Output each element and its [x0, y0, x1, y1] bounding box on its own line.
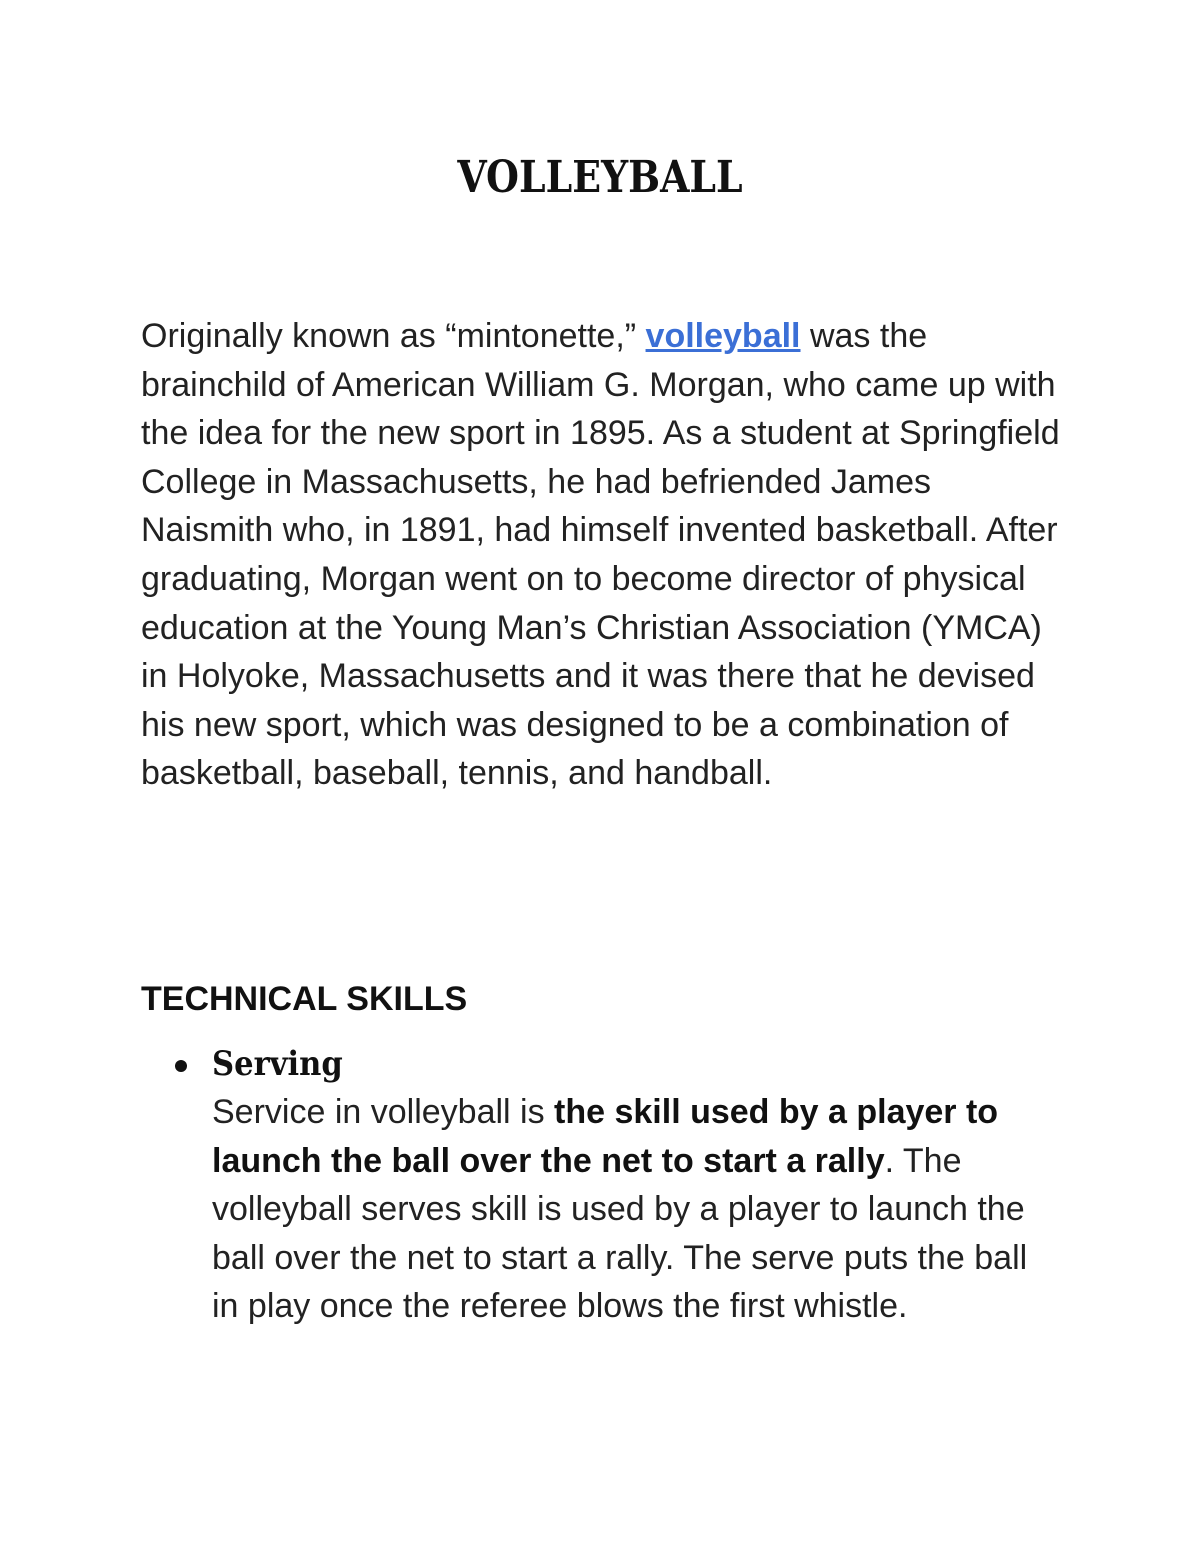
volleyball-link[interactable]: volleyball: [645, 317, 801, 355]
skill-desc-bold: the skill used by a player to launch the ball over the net to start a rally: [212, 1093, 999, 1180]
skill-desc-suffix: . The volleyball serves skill is used by a player to launch the ball over the net to start a rally. The serve puts the ball in play once the referee blows the first whistle.: [212, 1141, 1028, 1326]
skills-list: [0, 1040, 1052, 1331]
intro-paragraph: [141, 312, 1061, 798]
skill-desc-prefix: Service in volleyball is: [212, 1093, 555, 1131]
intro-text-start: Originally known as “mintonette,”: [141, 317, 646, 355]
skill-item-serving: [0, 1040, 1052, 1331]
skill-description: [212, 1088, 1052, 1331]
intro-text-rest: was the brainchild of American William G. Morgan, who came up with the idea for the new sport in 1895. As a student at Springfield College in Massachusetts, he had befriended James Naismith who, in 1891, had himself invented basketball. After graduating, Morgan went on to become director of physical education at the Young Man’s Christian Association (YMCA) in Holyoke, Massachusetts and it was there that he devised his new sport, which was designed to be a combination of basketball, baseball, tennis, and handball.: [141, 317, 1060, 793]
bullet-icon: [175, 1060, 187, 1072]
document-title: VOLLEYBALL: [457, 152, 743, 203]
technical-skills-heading: TECHNICAL SKILLS: [141, 980, 468, 1018]
skill-title: Serving: [212, 1044, 343, 1084]
